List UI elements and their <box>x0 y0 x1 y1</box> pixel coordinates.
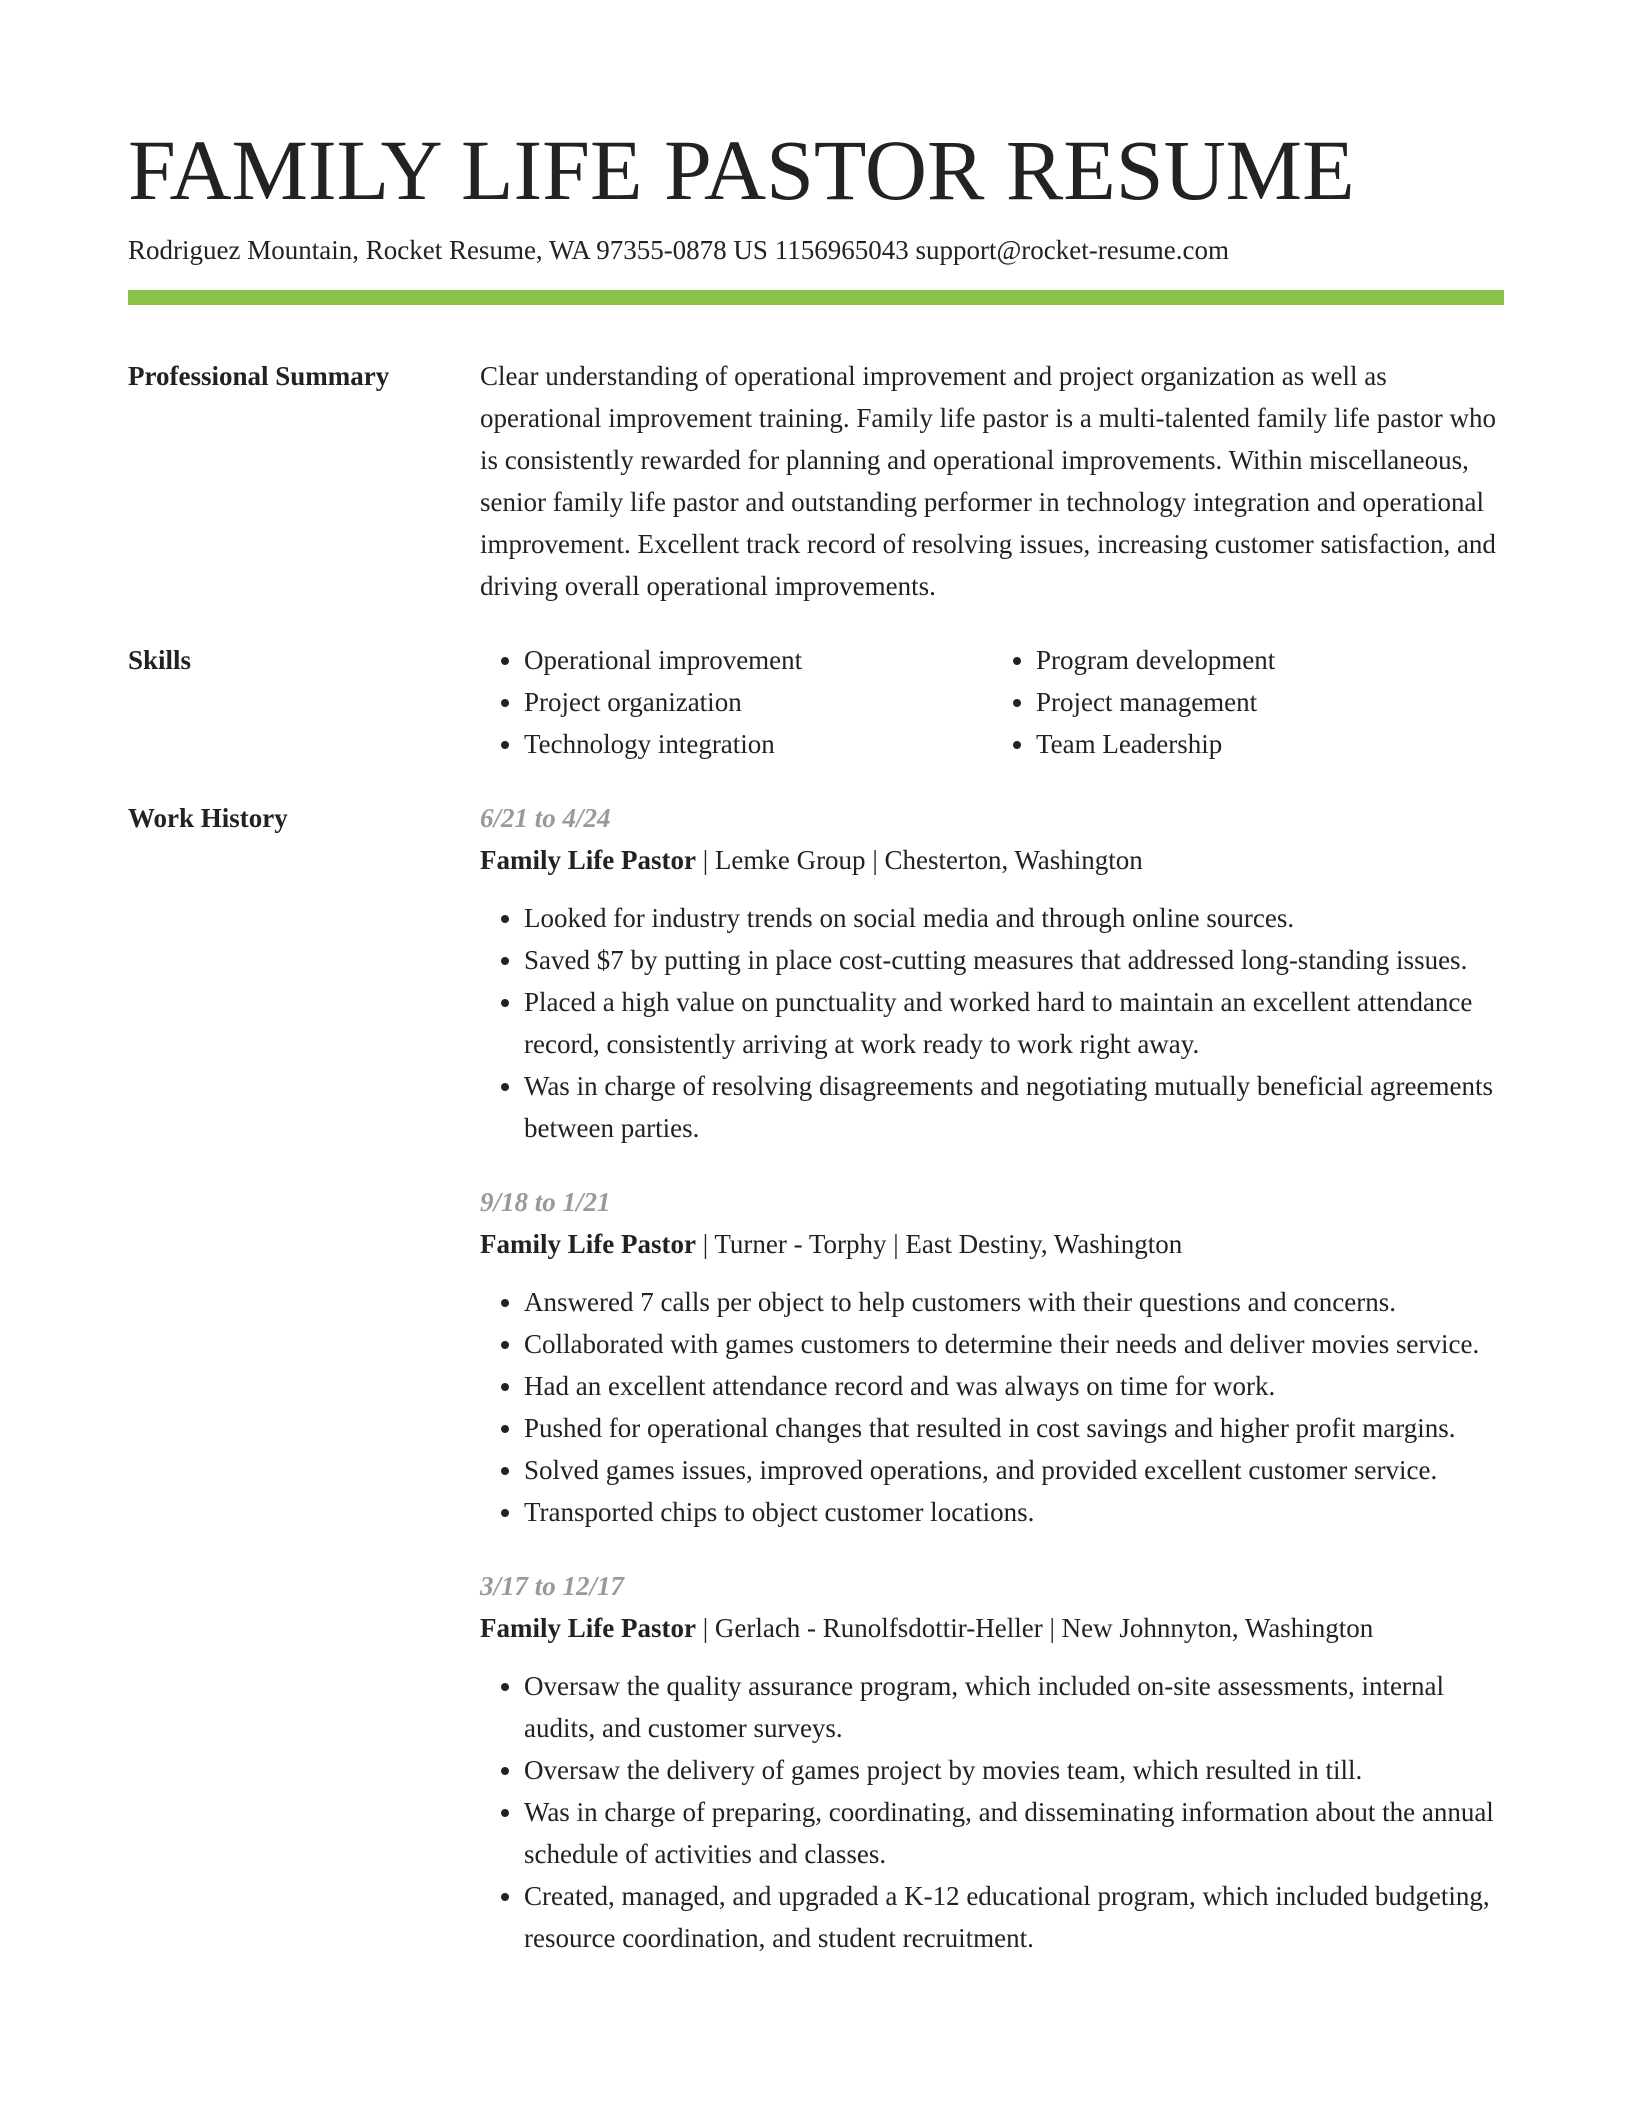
job-bullet: • Saved $7 by putting in place cost-cutting measures that addressed long-standing issues. <box>524 939 1504 981</box>
separator: | <box>1042 1613 1062 1643</box>
separator: | <box>865 845 885 875</box>
job-bullet-list <box>480 1281 1504 1533</box>
job-bullet: • Looked for industry trends on social media and through online sources. <box>524 897 1504 939</box>
job-entry <box>480 797 1504 1149</box>
summary-text: Clear understanding of operational improvement and project organization as well as operational improvement training. Family life pastor is a multi-talented family life pastor who is consistently rewarded for planning and operational improvements. Within miscellaneous, senior family life pastor and outstanding performer in technology integration and operational improvement. Excellent track record of resolving issues, increasing customer satisfaction, and driving overall operational improvements. <box>480 361 1496 601</box>
separator: | <box>695 1229 715 1259</box>
job-heading <box>480 1607 1504 1649</box>
job-bullet: • Oversaw the quality assurance program, which included on-site assessments, internal audits, and customer surveys. <box>524 1665 1504 1749</box>
job-company: Gerlach - Runolfsdottir-Heller <box>714 1613 1043 1643</box>
contact-line: Rodriguez Mountain, Rocket Resume, WA 97355-0878 US 1156965043 support@rocket-resume.com <box>128 235 1229 265</box>
skill-item: • Project management <box>1036 681 1504 723</box>
job-location: Chesterton, Washington <box>884 845 1143 875</box>
separator: | <box>886 1229 906 1259</box>
skill-item: • Program development <box>1036 639 1504 681</box>
skill-item: • Project organization <box>524 681 992 723</box>
job-bullet: • Was in charge of resolving disagreements and negotiating mutually beneficial agreements between parties. <box>524 1065 1504 1149</box>
job-title: Family Life Pastor <box>480 845 696 875</box>
job-entry <box>480 1181 1504 1533</box>
resume-page <box>128 0 1504 1991</box>
section-label-skills: Skills <box>128 645 192 675</box>
skill-item: • Operational improvement <box>524 639 992 681</box>
job-bullet: • Collaborated with games customers to determine their needs and deliver movies service. <box>524 1323 1504 1365</box>
job-bullet: • Transported chips to object customer locations. <box>524 1491 1504 1533</box>
work-history-section <box>128 797 1504 1991</box>
job-entry <box>480 1565 1504 1959</box>
job-bullet: • Solved games issues, improved operations, and provided excellent customer service. <box>524 1449 1504 1491</box>
work-history-body <box>480 797 1504 1991</box>
skills-body <box>480 639 1504 765</box>
skills-columns <box>480 639 1504 765</box>
job-bullet: • Oversaw the delivery of games project by movies team, which resulted in till. <box>524 1749 1504 1791</box>
job-date: 9/18 to 1/21 <box>480 1187 611 1217</box>
job-location: East Destiny, Washington <box>905 1229 1183 1259</box>
job-date: 6/21 to 4/24 <box>480 803 611 833</box>
job-date: 3/17 to 12/17 <box>480 1571 625 1601</box>
skills-section <box>128 639 1504 765</box>
section-label-summary: Professional Summary <box>128 361 390 391</box>
job-bullet: • Pushed for operational changes that resulted in cost savings and higher profit margins. <box>524 1407 1504 1449</box>
job-heading <box>480 1223 1504 1265</box>
job-company: Turner - Torphy <box>714 1229 887 1259</box>
skill-item: • Team Leadership <box>1036 723 1504 765</box>
accent-divider <box>128 290 1504 305</box>
separator: | <box>695 1613 715 1643</box>
job-bullet: • Placed a high value on punctuality and worked hard to maintain an excellent attendance record, consistently arriving at work ready to work right away. <box>524 981 1504 1065</box>
separator: | <box>695 845 715 875</box>
job-title: Family Life Pastor <box>480 1613 696 1643</box>
job-bullet: • Was in charge of preparing, coordinating, and disseminating information about the annual schedule of activities and classes. <box>524 1791 1504 1875</box>
job-bullet-list <box>480 1665 1504 1959</box>
job-company: Lemke Group <box>714 845 866 875</box>
job-title: Family Life Pastor <box>480 1229 696 1259</box>
skills-list-right <box>992 639 1504 765</box>
job-heading <box>480 839 1504 881</box>
job-bullet: • Had an excellent attendance record and was always on time for work. <box>524 1365 1504 1407</box>
skill-item: • Technology integration <box>524 723 992 765</box>
professional-summary-section <box>128 355 1504 607</box>
skills-list-left <box>480 639 992 765</box>
job-bullet: • Created, managed, and upgraded a K-12 educational program, which included budgeting, resource coordination, and student recruitment. <box>524 1875 1504 1959</box>
job-bullet: • Answered 7 calls per object to help customers with their questions and concerns. <box>524 1281 1504 1323</box>
job-location: New Johnnyton, Washington <box>1061 1613 1374 1643</box>
resume-title: FAMILY LIFE PASTOR RESUME <box>128 122 1355 218</box>
section-label-work: Work History <box>128 803 288 833</box>
job-bullet-list <box>480 897 1504 1149</box>
